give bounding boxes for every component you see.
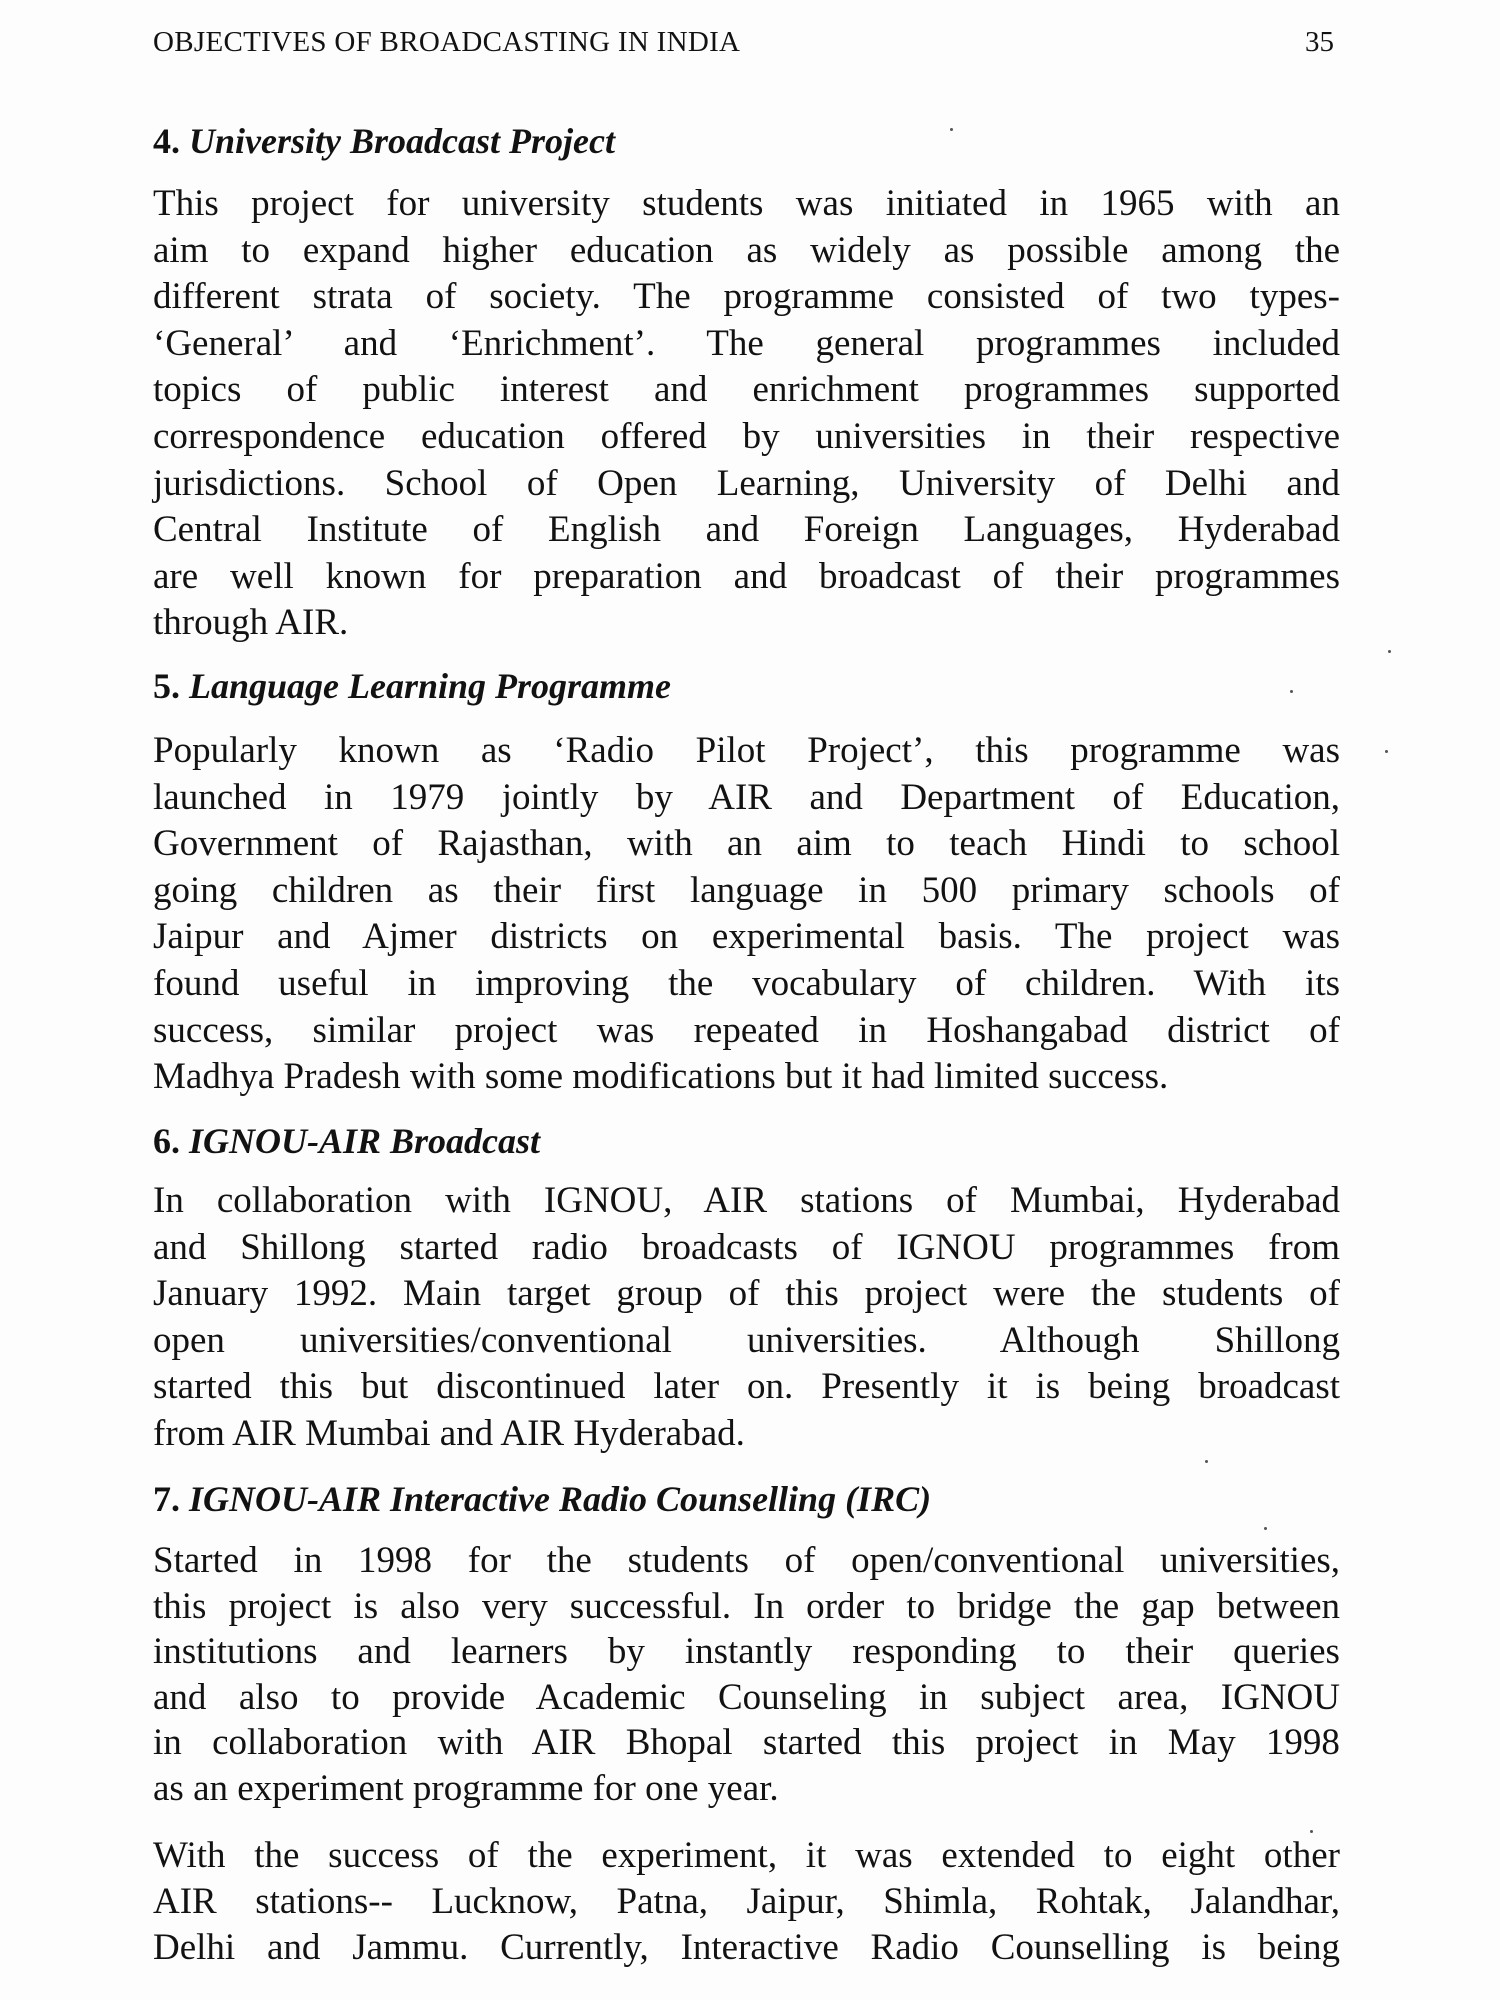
text-line — [153, 228, 1340, 274]
text-line — [153, 274, 1340, 320]
text-line — [153, 1271, 1340, 1317]
text-line-content: This project for university students was initiated in 1965 with an — [153, 183, 1340, 224]
text-line — [153, 1318, 1340, 1364]
text-line — [153, 1833, 1340, 1879]
text-line — [153, 554, 1340, 600]
text-line-content: started this but discontinued later on. Presently it is being broadcast — [153, 1366, 1341, 1408]
text-line-content: aim to expand higher education as widely as possible among the — [153, 229, 1340, 271]
text-line — [153, 868, 1340, 914]
text-line — [153, 1879, 1340, 1925]
text-line-content: Popularly known as ‘Radio Pilot Project’, this programme was — [153, 730, 1341, 771]
text-line-content: as an experiment programme for one year. — [153, 1768, 779, 1809]
text-line-content: correspondence education offered by universities in their respective — [153, 416, 1340, 457]
text-line — [153, 821, 1340, 867]
section-heading-5 — [153, 663, 671, 709]
text-line — [153, 1766, 1340, 1812]
section-title: IGNOU-AIR Broadcast — [189, 1121, 541, 1161]
page-number: 35 — [1305, 26, 1334, 58]
text-line — [153, 961, 1340, 1007]
running-head-title: OBJECTIVES OF BROADCASTING IN INDIA — [153, 26, 741, 58]
text-line-content: launched in 1979 jointly by AIR and Department of Education, — [153, 776, 1341, 818]
text-line-content: open universities/conventional universities. Although Shillong — [153, 1319, 1340, 1361]
text-line — [153, 1629, 1340, 1675]
text-line-content: Government of Rajasthan, with an aim to teach Hindi to school — [153, 823, 1340, 865]
text-line-content: in collaboration with AIR Bhopal started this project in May 1998 — [153, 1722, 1340, 1764]
section-heading-7 — [153, 1476, 931, 1522]
text-line-content: through AIR. — [153, 602, 349, 644]
text-line — [153, 1584, 1340, 1630]
text-line — [153, 600, 1340, 646]
text-line-content: are well known for preparation and broadcast of their programmes — [153, 555, 1340, 597]
text-line-content: AIR stations-- Lucknow, Patna, Jaipur, Shimla, Rohtak, Jalandhar, — [153, 1881, 1340, 1923]
scan-speck — [1205, 1460, 1208, 1463]
text-line-content: this project is also very successful. In order to bridge the gap between — [153, 1585, 1341, 1627]
section-heading-6 — [153, 1118, 540, 1164]
text-line-content: from AIR Mumbai and AIR Hyderabad. — [153, 1413, 745, 1454]
text-line-content: Madhya Pradesh with some modifications but it had limited success. — [153, 1056, 1169, 1098]
text-line — [153, 1675, 1340, 1721]
text-line — [153, 728, 1340, 774]
text-line — [153, 321, 1340, 367]
text-line — [153, 367, 1340, 413]
text-line — [153, 1054, 1340, 1100]
text-line-content: Delhi and Jammu. Currently, Interactive Radio Counselling is being — [153, 1927, 1340, 1969]
text-line — [153, 414, 1340, 460]
text-line — [153, 181, 1340, 227]
text-line-content: and Shillong started radio broadcasts of IGNOU programmes from — [153, 1226, 1341, 1268]
text-line — [153, 1720, 1340, 1766]
section-number: 4. — [153, 121, 180, 161]
text-line-content: January 1992. Main target group of this project were the students of — [153, 1273, 1340, 1315]
scan-speck — [1264, 1527, 1267, 1530]
text-line-content: Jaipur and Ajmer districts on experimental basis. The project was — [153, 916, 1341, 958]
text-line-content: different strata of society. The programme consisted of two types- — [153, 276, 1340, 318]
section-number: 7. — [153, 1479, 180, 1519]
section-title: University Broadcast Project — [189, 121, 615, 161]
section-heading-4 — [153, 118, 615, 164]
text-line-content: Central Institute of English and Foreign Languages, Hyderabad — [153, 509, 1341, 551]
text-line — [153, 1225, 1340, 1271]
text-line-content: going children as their first language in 500 primary schools of — [153, 869, 1341, 911]
text-line-content: Started in 1998 for the students of open/conventional universities, — [153, 1540, 1341, 1581]
text-line-content: With the success of the experiment, it was extended to eight other — [153, 1835, 1340, 1876]
text-line-content: found useful in improving the vocabulary of children. With its — [153, 963, 1340, 1004]
text-line — [153, 1364, 1340, 1410]
scan-speck — [1310, 1830, 1313, 1833]
text-line — [153, 507, 1340, 553]
text-line — [153, 461, 1340, 507]
text-line-content: success, similar project was repeated in Hoshangabad district of — [153, 1009, 1341, 1051]
text-line — [153, 1178, 1340, 1224]
section-number: 6. — [153, 1121, 180, 1161]
section-number: 5. — [153, 666, 180, 706]
text-line-content: topics of public interest and enrichment programmes supported — [153, 369, 1341, 411]
text-line-content: institutions and learners by instantly responding to their queries — [153, 1631, 1340, 1673]
text-line — [153, 914, 1340, 960]
scan-speck — [1385, 750, 1388, 753]
section-title: Language Learning Programme — [189, 666, 672, 706]
text-line — [153, 1008, 1340, 1054]
text-line-content: In collaboration with IGNOU, AIR stations of Mumbai, Hyderabad — [153, 1180, 1340, 1221]
section-title: IGNOU-AIR Interactive Radio Counselling (IRC) — [189, 1479, 932, 1519]
text-line — [153, 1925, 1340, 1971]
scan-speck — [1290, 690, 1293, 693]
text-line — [153, 775, 1340, 821]
text-line — [153, 1411, 1340, 1457]
text-line-content: jurisdictions. School of Open Learning, University of Delhi and — [153, 462, 1340, 504]
text-line — [153, 1538, 1340, 1584]
scan-speck — [1388, 650, 1391, 653]
scan-speck — [950, 128, 953, 131]
text-line-content: ‘General’ and ‘Enrichment’. The general programmes included — [153, 322, 1340, 364]
text-line-content: and also to provide Academic Counseling in subject area, IGNOU — [153, 1676, 1340, 1718]
